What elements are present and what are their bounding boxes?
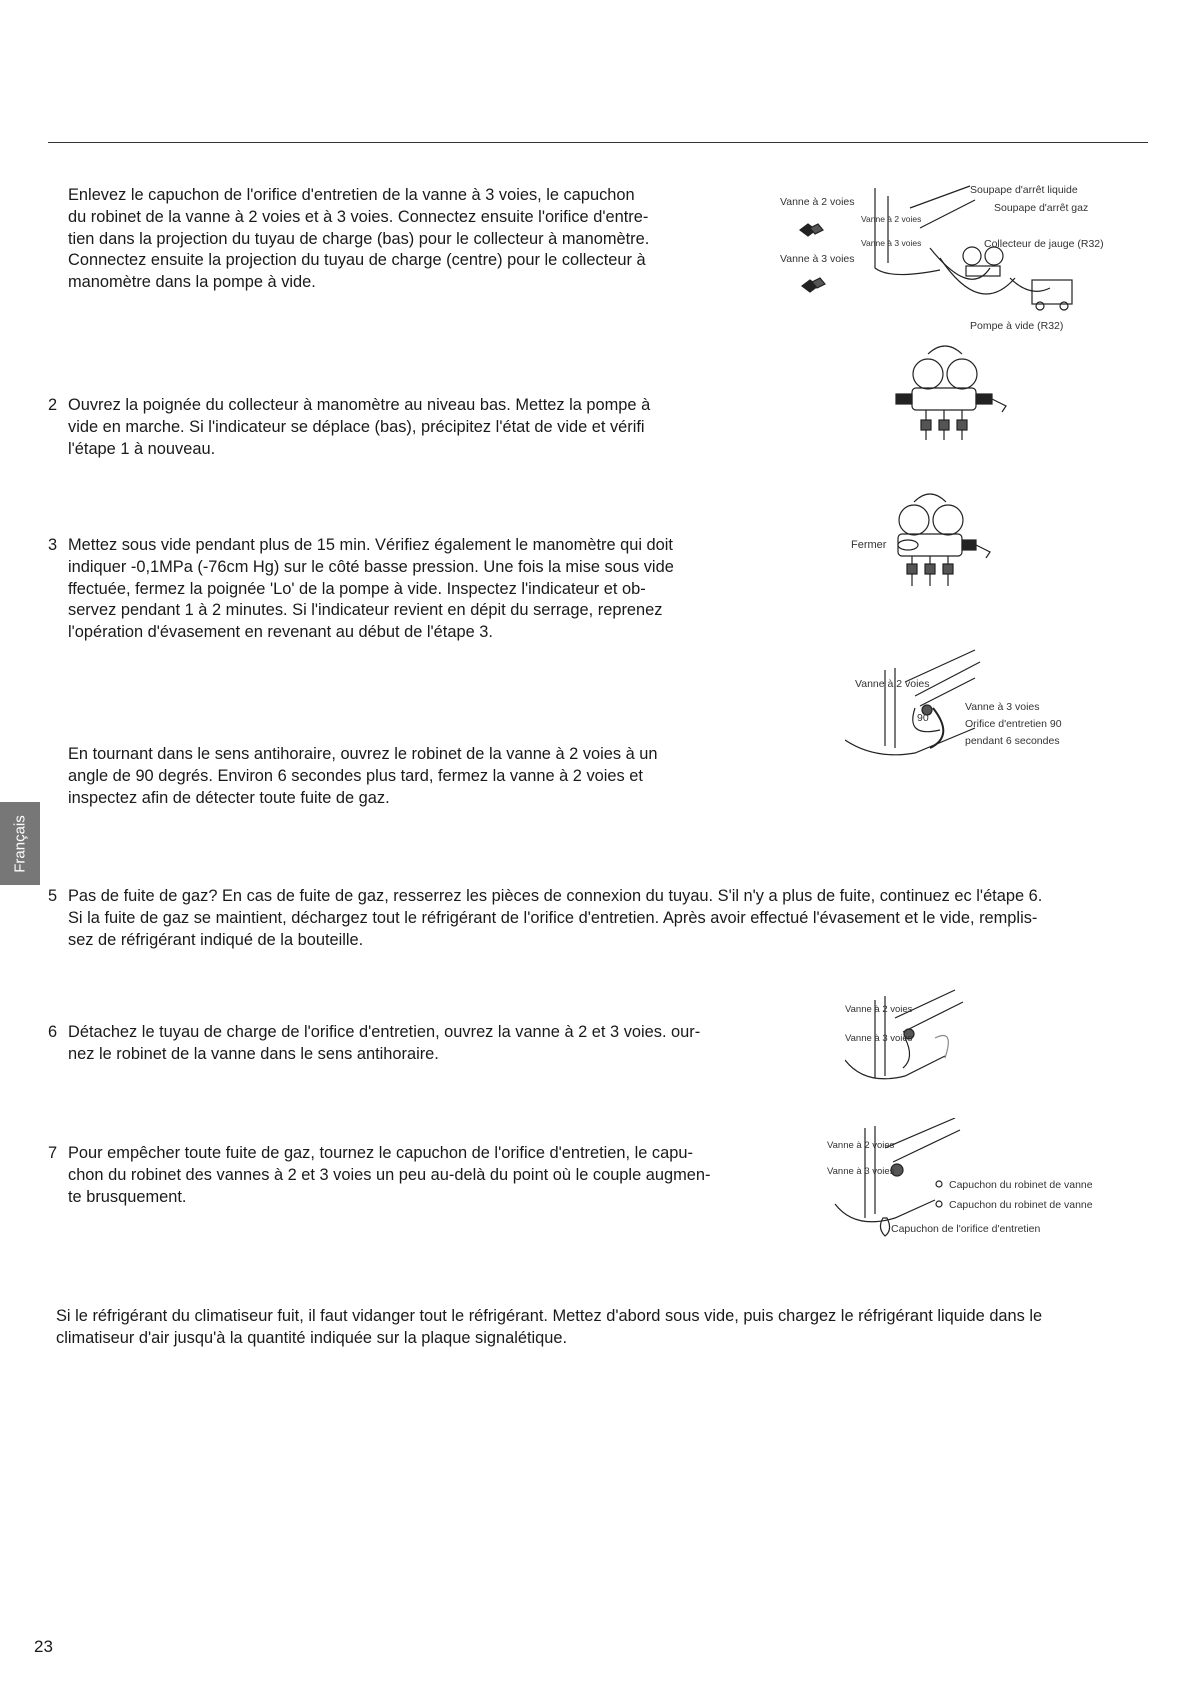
fig1-vanne3-label: Vanne à 3 voies	[780, 253, 855, 265]
step-2-number: 2	[48, 396, 58, 414]
step-4-text: En tournant dans le sens antihoraire, ouvrez le robinet de la vanne à 2 voies à un angle de 90 degrés. Environ 6 secondes plus tard, fermez la vanne à 2 voies et inspectez afin de détecter toute fuite de gaz.	[68, 745, 658, 807]
figure-valve-open-90	[845, 648, 1095, 763]
header-rule	[48, 142, 1148, 143]
fig4-angle-label: 90	[917, 712, 929, 724]
fig7-cap2-label: Capuchon du robinet de vanne	[949, 1199, 1093, 1211]
fig1-vanne2-label: Vanne à 2 voies	[780, 196, 855, 208]
step-2	[68, 395, 650, 460]
fig1-liquid-valve-label: Soupape d'arrêt liquide	[970, 184, 1078, 196]
step-7-text: Pour empêcher toute fuite de gaz, tournez le capuchon de l'orifice d'entretien, le capu- chon du robinet des vannes à 2 et 3 voies un peu au-delà du point où le couple augmen- te brusquement.	[68, 1144, 711, 1206]
fig6-vanne2-label: Vanne à 2 voies	[845, 1004, 913, 1015]
step-7	[68, 1143, 710, 1208]
step-2-text: Ouvrez la poignée du collecteur à manomètre au niveau bas. Mettez la pompe à vide en marche. Si l'indicateur se déplace (bas), précipitez l'état de vide et vérifi l'étape 1 à nouveau.	[68, 396, 651, 458]
step-4	[68, 744, 658, 809]
step-5	[68, 886, 1042, 951]
step-3-number: 3	[48, 536, 58, 554]
fig4-vanne3-label: Vanne à 3 voies	[965, 701, 1040, 713]
fig4-duration-label: pendant 6 secondes	[965, 735, 1060, 747]
fig4-vanne2-label: Vanne à 2 voies	[855, 678, 930, 690]
fig7-port-cap-label: Capuchon de l'orifice d'entretien	[891, 1223, 1041, 1235]
step-7-number: 7	[48, 1144, 58, 1162]
step-5-number: 5	[48, 887, 58, 905]
fig4-port-label: Orifice d'entretien 90	[965, 718, 1062, 730]
step-3	[68, 535, 674, 644]
fig1-gas-valve-label: Soupape d'arrêt gaz	[994, 202, 1089, 214]
language-side-tab	[0, 802, 40, 885]
figure-gauge-manifold-close	[848, 488, 1008, 598]
fig7-vanne2-label: Vanne à 2 voies	[827, 1140, 895, 1151]
step-6-text: Détachez le tuyau de charge de l'orifice d'entretien, ouvrez la vanne à 2 et 3 voies. our- nez le robinet de la vanne dans le sens antihoraire.	[68, 1023, 701, 1063]
step-6-number: 6	[48, 1023, 58, 1041]
step-5-text: Pas de fuite de gaz? En cas de fuite de gaz, resserrez les pièces de connexion du tuyau. S'il n'y a plus de fuite, continuez ec l'étape 6. Si la fuite de gaz se maintient, déchargez tout le réfrigérant de l'orifice d'entretien. Après avoir effectué l'évasement et le vide, remplis- sez de réfrigérant indiqué de la bouteille.	[68, 887, 1043, 949]
refrigerant-note	[56, 1306, 1042, 1350]
fig1-gauge-label: Collecteur de jauge (R32)	[984, 238, 1104, 250]
step-1-text: Enlevez le capuchon de l'orifice d'entretien de la vanne à 3 voies, le capuchon du robinet de la vanne à 2 voies et à 3 voies. Connectez ensuite l'orifice d'entre- tien dans la projection du tuyau de charge (bas) pour le collecteur à manomètre. Connectez ensuite la projection du tuyau de charge (centre) pour le collecteur à manomètre dans la pompe à vide.	[68, 186, 650, 292]
fig3-close-label: Fermer	[851, 539, 887, 551]
step-6	[68, 1022, 700, 1066]
language-side-tab-label: Français	[11, 814, 29, 873]
fig1-vanne2-small-label: Vanne à 2 voies	[861, 214, 922, 224]
refrigerant-note-text: Si le réfrigérant du climatiseur fuit, il faut vidanger tout le réfrigérant. Mettez d'abord sous vide, puis chargez le réfrigérant liquide dans le climatiseur d'air jusqu'à la quantité indiquée sur la plaque signalétique.	[56, 1307, 1043, 1347]
step-3-text: Mettez sous vide pendant plus de 15 min. Vérifiez également le manomètre qui doit indiquer -0,1MPa (-76cm Hg) sur le côté basse pression. Une fois la mise sous vide ffectuée, fermez la poignée 'Lo' de la pompe à vide. Inspectez l'indicateur et ob- servez pendant 1 à 2 minutes. Si l'indicateur revient en dépit du serrage, reprenez l'opération d'évasement en revenant au début de l'étape 3.	[68, 536, 674, 642]
step-1	[68, 185, 649, 294]
page-number: 23	[34, 1637, 53, 1656]
fig7-cap1-label: Capuchon du robinet de vanne	[949, 1179, 1093, 1191]
fig1-vanne3-small-label: Vanne à 3 voies	[861, 238, 922, 248]
figure-gauge-manifold-open	[890, 340, 1020, 455]
fig6-vanne3-label: Vanne à 3 voies	[845, 1033, 913, 1044]
figure-detach-hose	[845, 988, 985, 1088]
figure-caps-tighten	[825, 1118, 1125, 1238]
fig7-vanne3-label: Vanne à 3 voies	[827, 1166, 895, 1177]
fig1-pump-label: Pompe à vide (R32)	[970, 320, 1064, 332]
figure-gauge-connection	[780, 178, 1130, 338]
